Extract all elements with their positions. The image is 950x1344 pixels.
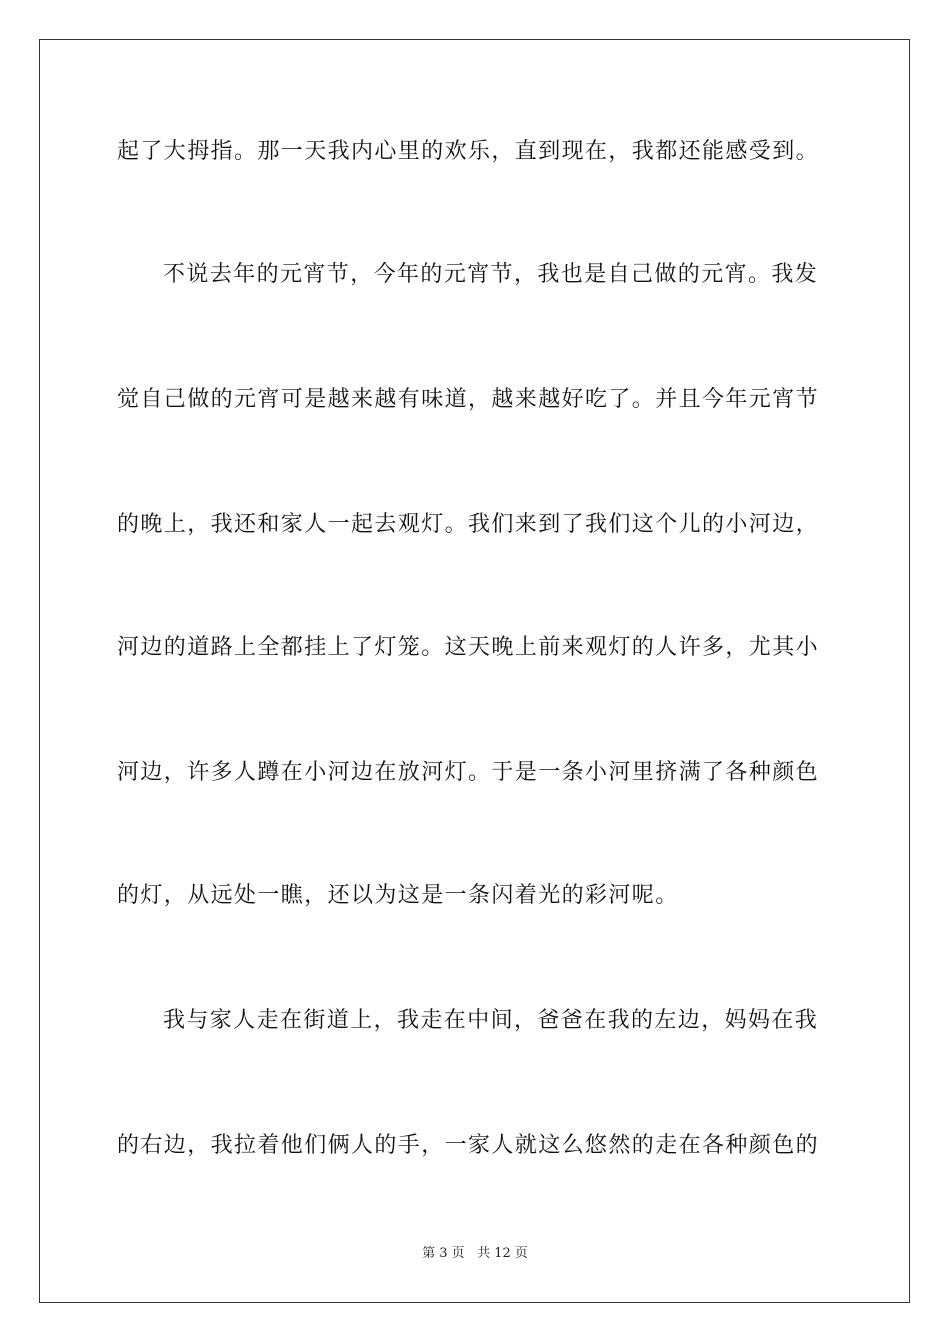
page-footer	[0, 1245, 950, 1263]
text-line: 的灯，从远处一瞧，还以为这是一条闪着光的彩河呢。	[117, 883, 679, 908]
text-line: 河边的道路上全都挂上了灯笼。这天晚上前来观灯的人许多，尤其小	[117, 635, 820, 660]
text-line: 我与家人走在街道上，我走在中间，爸爸在我的左边，妈妈在我	[163, 1008, 819, 1033]
page-number: 第 3 页	[422, 1246, 465, 1261]
text-line: 不说去年的元宵节，今年的元宵节，我也是自己做的元宵。我发	[163, 262, 819, 287]
text-line: 的晚上，我还和家人一起去观灯。我们来到了我们这个儿的小河边，	[117, 512, 820, 537]
text-line: 河边，许多人蹲在小河边在放河灯。于是一条小河里挤满了各种颜色	[117, 760, 820, 785]
text-line: 觉自己做的元宵可是越来越有味道，越来越好吃了。并且今年元宵节	[117, 387, 820, 412]
page-total: 共 12 页	[477, 1246, 528, 1261]
text-line: 的右边，我拉着他们俩人的手，一家人就这么悠然的走在各种颜色的	[117, 1133, 820, 1158]
page-frame	[39, 39, 910, 1303]
text-line: 起了大拇指。那一天我内心里的欢乐，直到现在，我都还能感受到。	[117, 139, 820, 164]
